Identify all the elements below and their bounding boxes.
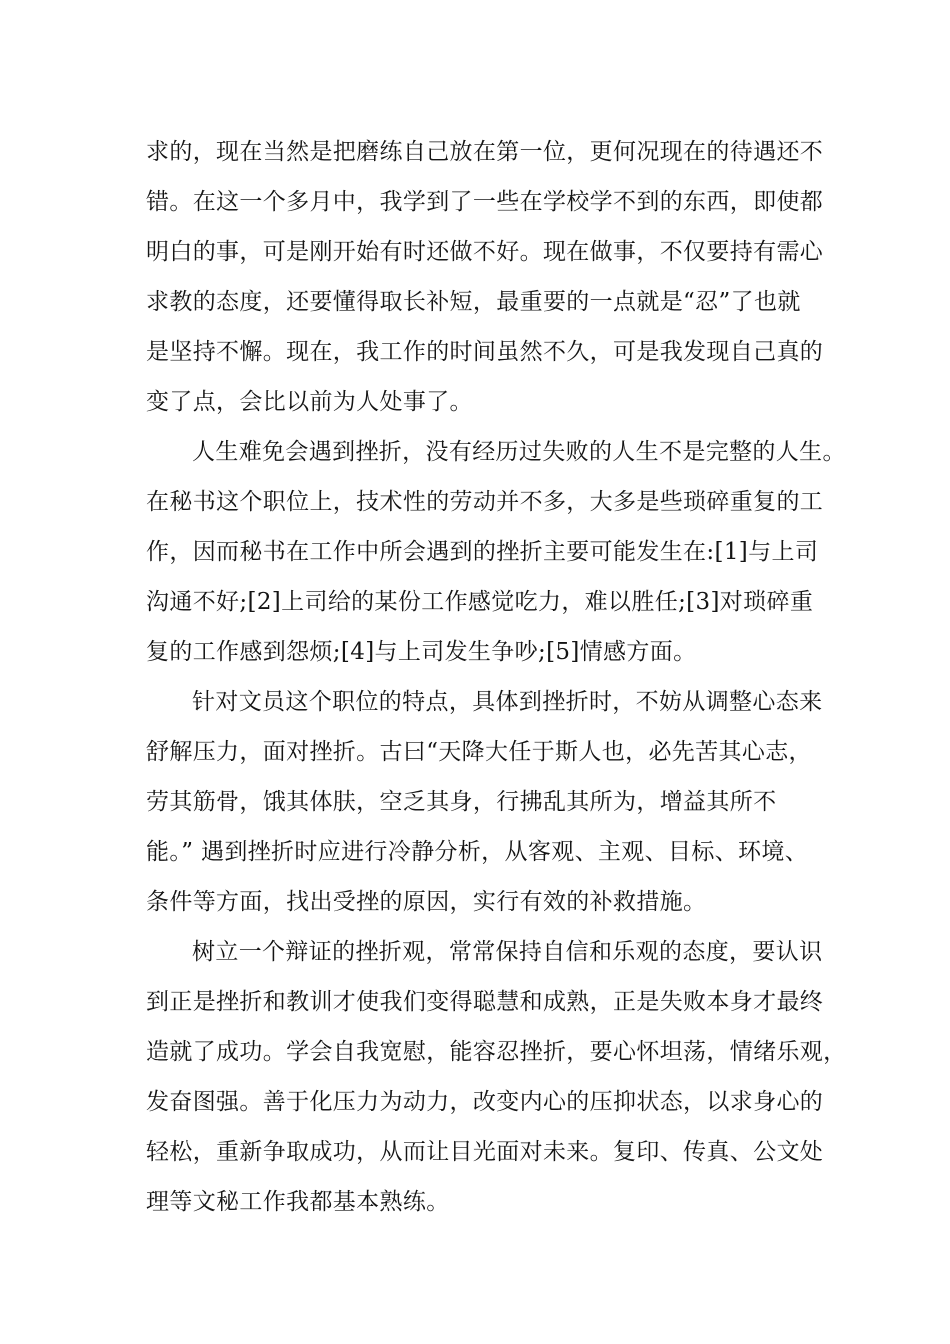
text-line: 错。在这一个多月中，我学到了一些在学校学不到的东西，即使都 xyxy=(146,189,824,215)
text-line: 造就了成功。学会自我宽慰，能容忍挫折，要心怀坦荡，情绪乐观， xyxy=(146,1039,847,1065)
text-line: 能。” 遇到挫折时应进行冷静分析，从客观、主观、目标、环境、 xyxy=(146,839,809,865)
text-line: 树立一个辩证的挫折观，常常保持自信和乐观的态度，要认识 xyxy=(192,939,823,965)
text-line: 求的，现在当然是把磨练自己放在第一位，更何况现在的待遇还不 xyxy=(146,139,824,165)
text-line: 求教的态度，还要懂得取长补短，最重要的一点就是“忍”了也就 xyxy=(146,289,801,315)
text-line: 针对文员这个职位的特点，具体到挫折时，不妨从调整心态来 xyxy=(192,689,823,715)
text-line: 变了点，会比以前为人处事了。 xyxy=(146,389,473,415)
text-line: 轻松，重新争取成功，从而让目光面对未来。复印、传真、公文处 xyxy=(146,1139,824,1165)
text-line: 到正是挫折和教训才使我们变得聪慧和成熟，正是失败本身才最终 xyxy=(146,989,824,1015)
text-line: 发奋图强。善于化压力为动力，改变内心的压抑状态，以求身心的 xyxy=(146,1089,824,1115)
text-line: 复的工作感到怨烦;[4]与上司发生争吵;[5]情感方面。 xyxy=(146,639,697,665)
text-line: 是坚持不懈。现在，我工作的时间虽然不久，可是我发现自己真的 xyxy=(146,339,824,365)
text-line: 沟通不好;[2]上司给的某份工作感觉吃力，难以胜任;[3]对琐碎重 xyxy=(146,589,814,615)
text-line: 明白的事，可是刚开始有时还做不好。现在做事，不仅要持有需心 xyxy=(146,239,824,265)
text-line: 在秘书这个职位上，技术性的劳动并不多，大多是些琐碎重复的工 xyxy=(146,489,824,515)
text-line: 作，因而秘书在工作中所会遇到的挫折主要可能发生在:[1]与上司 xyxy=(146,539,819,565)
text-line: 舒解压力，面对挫折。古曰“天降大任于斯人也，必先苦其心志， xyxy=(146,739,812,765)
text-line: 条件等方面，找出受挫的原因，实行有效的补救措施。 xyxy=(146,889,707,915)
text-line: 劳其筋骨，饿其体肤，空乏其身，行拂乱其所为，增益其所不 xyxy=(146,789,777,815)
text-line: 人生难免会遇到挫折，没有经历过失败的人生不是完整的人生。 xyxy=(192,439,846,465)
text-line: 理等文秘工作我都基本熟练。 xyxy=(146,1189,450,1215)
